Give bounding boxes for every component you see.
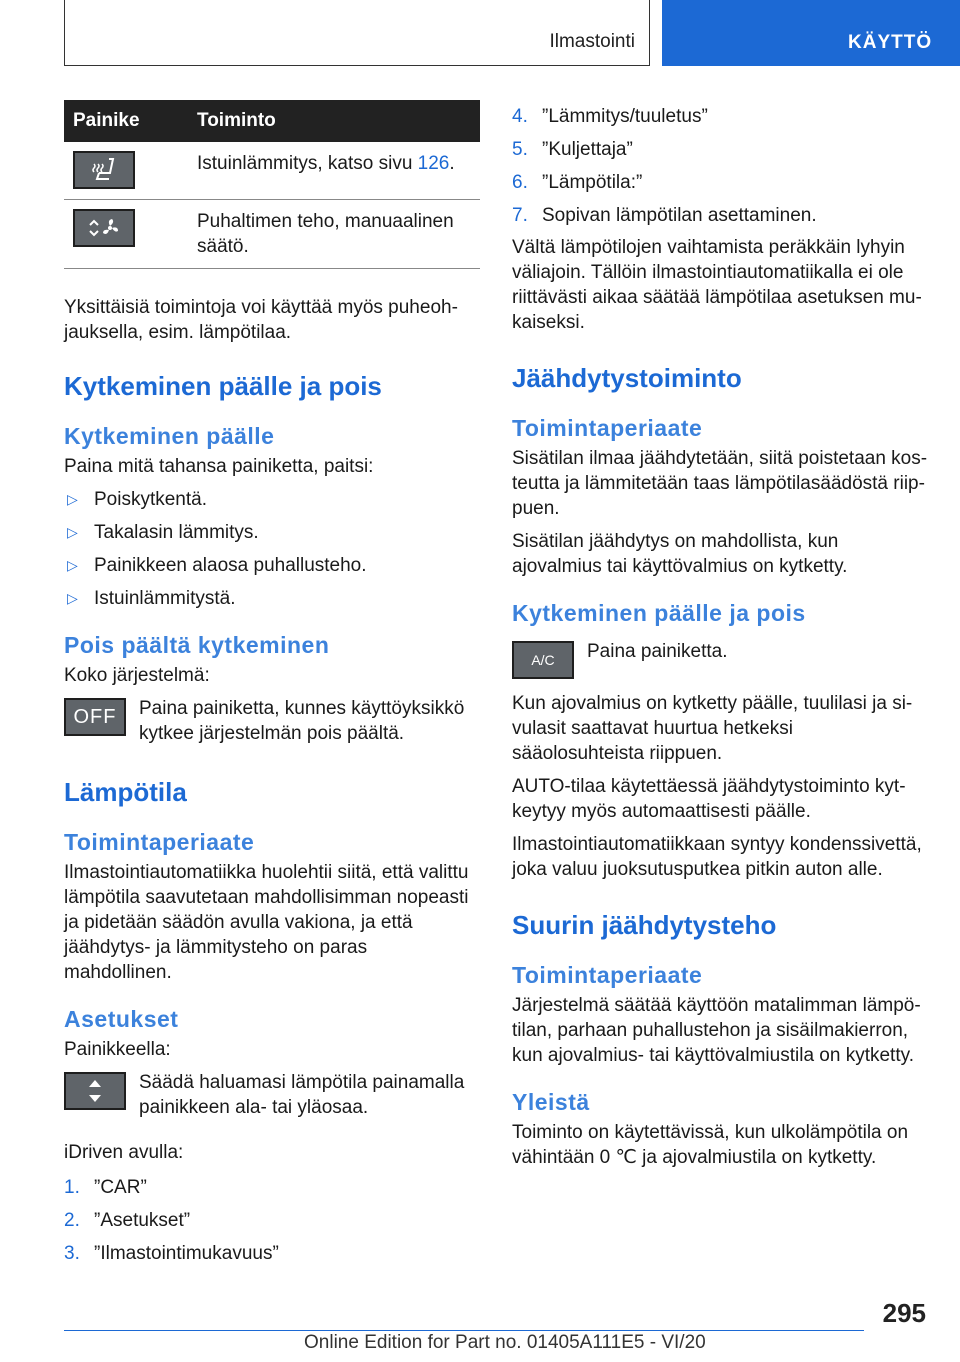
list-item	[512, 203, 930, 228]
list-item	[64, 487, 480, 512]
seat-heating-button	[73, 151, 135, 189]
ac-paragraph-2: AUTO-tilaa käytettäessä jäähdytystoiminto kytkeytyy myös automaattisesti päälle.	[512, 776, 906, 822]
list-item	[512, 170, 930, 195]
list-item-text: Istuinlämmitystä.	[94, 588, 236, 609]
heading-switch-on: Kytkeminen päälle	[64, 423, 275, 449]
temperature-button	[64, 1072, 126, 1110]
settings-paragraph: Painikkeella:	[64, 1039, 171, 1060]
page-link-126[interactable]: 126	[417, 153, 450, 174]
header-section-box	[64, 0, 650, 66]
temperature-paragraph: Ilmastointiautomatiikka huolehtii siitä, että valittu lämpötila saavutetaan mahdollisimman nopeasti ja pidetään säädön avulla vakiona, ja että jäähdytys- ja lämmitysteho on paras mahdollinen.	[64, 862, 469, 983]
step-number: 6.	[512, 172, 528, 193]
fan-speed-button	[73, 209, 135, 247]
switch-on-exceptions-list	[64, 487, 480, 611]
table-header-button: Painike	[64, 100, 188, 142]
header-chapter-tab	[662, 0, 960, 66]
heading-general: Yleistä	[512, 1089, 590, 1115]
table-cell-button	[64, 142, 188, 200]
step-number: 5.	[512, 139, 528, 160]
triangle-bullet-icon: ▷	[67, 491, 78, 507]
step-text: ”CAR”	[94, 1177, 147, 1198]
heading-cooling: Jäähdytystoiminto	[512, 363, 742, 393]
step-text: ”Asetukset”	[94, 1210, 191, 1231]
heading-switch-on-off: Kytkeminen päälle ja pois	[64, 371, 382, 401]
list-item	[64, 1241, 480, 1266]
left-column	[64, 100, 480, 1266]
list-item-text: Poiskytkentä.	[94, 489, 207, 510]
heading-principle: Toimintaperiaate	[512, 415, 703, 441]
seat-heating-text: Istuinlämmitys, katso sivu	[197, 153, 418, 174]
step-number: 7.	[512, 205, 528, 226]
cooling-paragraph-1: Sisätilan ilmaa jäähdytetään, siitä poistetaan kosteutta ja lämmitetään taas lämpötilasäädöstä riippuen.	[512, 448, 928, 519]
switch-on-paragraph: Paina mitä tahansa painiketta, paitsi:	[64, 456, 374, 477]
max-cooling-paragraph: Järjestelmä säätää käyttöön matalimman lämpötilan, parhaan puhallustehon ja sisäilmakierron, kun ajovalmius- tai käyttövalmiustila on kytketty.	[512, 995, 921, 1066]
button-function-table	[64, 100, 480, 269]
off-button-text: Paina painiketta, kunnes käyttöyksikkö kytkee järjestelmän pois päältä.	[139, 698, 465, 744]
fan-speed-icon	[87, 216, 121, 240]
table-row	[64, 200, 480, 269]
step-number: 1.	[64, 1177, 80, 1198]
list-item	[64, 1208, 480, 1233]
switch-off-paragraph: Koko järjestelmä:	[64, 665, 210, 686]
list-item	[64, 520, 480, 545]
step-text: Sopivan lämpötilan asettaminen.	[542, 205, 817, 226]
step-text: ”Kuljettaja”	[542, 139, 633, 160]
ac-button-text: Paina painiketta.	[587, 641, 728, 662]
step-number: 2.	[64, 1210, 80, 1231]
heading-switch-on-off: Kytkeminen päälle ja pois	[512, 600, 806, 626]
ac-paragraph-3: Ilmastointiautomatiikkaan syntyy kondenssivettä, joka valuu juoksutusputkea pitkin auton alle.	[512, 834, 922, 880]
ac-button: A/C	[512, 641, 574, 679]
triangle-bullet-icon: ▷	[67, 590, 78, 606]
up-down-arrows-icon	[87, 1077, 103, 1105]
avoid-changes-paragraph: Vältä lämpötilojen vaihtamista peräkkäin lyhyin väliajoin. Tällöin ilmastointiautomatiikalla ei ole riittävästi aikaa säätää lämpötilaa asetuksen mukaiseksi.	[512, 237, 922, 333]
list-item	[64, 586, 480, 611]
step-text: ”Lämmitys/tuuletus”	[542, 106, 708, 127]
idrive-paragraph: iDriven avulla:	[64, 1142, 184, 1163]
header-section-title: Ilmastointi	[549, 31, 635, 52]
list-item-text: Takalasin lämmitys.	[94, 522, 259, 543]
footer-divider	[64, 1330, 864, 1331]
cooling-paragraph-2: Sisätilan jäähdytys on mahdollista, kun ajovalmius tai käyttövalmius on kytketty.	[512, 531, 848, 577]
step-number: 3.	[64, 1243, 80, 1264]
off-button: OFF	[64, 698, 126, 736]
triangle-bullet-icon: ▷	[67, 524, 78, 540]
footer-edition-text: Online Edition for Part no. 01405A111E5 - VI/20	[304, 1332, 706, 1353]
list-item	[64, 1175, 480, 1200]
seat-heating-suffix: .	[449, 153, 455, 174]
table-row	[64, 142, 480, 200]
right-column	[512, 104, 930, 1170]
off-button-row	[64, 696, 480, 746]
intro-paragraph: Yksittäisiä toimintoja voi käyttää myös puheohjauksella, esim. lämpötilaa.	[64, 297, 458, 343]
table-header-row	[64, 100, 480, 142]
ac-paragraph-1: Kun ajovalmius on kytketty päälle, tuulilasi ja sivulasit saattavat huurtua hetkeksi sääolosuhteista riippuen.	[512, 693, 913, 764]
list-item	[64, 553, 480, 578]
ac-button-row	[512, 639, 930, 679]
idrive-steps-continued-list	[512, 104, 930, 228]
seat-heating-icon	[89, 157, 119, 183]
step-number: 4.	[512, 106, 528, 127]
table-cell-function	[188, 142, 480, 200]
heading-temperature: Lämpötila	[64, 777, 187, 807]
temperature-button-row	[64, 1070, 480, 1120]
list-item	[512, 137, 930, 162]
heading-principle: Toimintaperiaate	[512, 962, 703, 988]
step-text: ”Lämpötila:”	[542, 172, 643, 193]
idrive-steps-list	[64, 1175, 480, 1266]
table-cell-button	[64, 200, 188, 269]
heading-settings: Asetukset	[64, 1006, 179, 1032]
heading-max-cooling: Suurin jäähdytysteho	[512, 910, 777, 940]
table-cell-function: Puhaltimen teho, manuaalinen säätö.	[188, 200, 480, 269]
general-paragraph: Toiminto on käytettävissä, kun ulkolämpötila on vähintään 0 ℃ ja ajovalmiustila on kytketty.	[512, 1122, 909, 1168]
list-item	[512, 104, 930, 129]
header-chapter-title: KÄYTTÖ	[848, 32, 933, 53]
triangle-bullet-icon: ▷	[67, 557, 78, 573]
heading-switch-off: Pois päältä kytkeminen	[64, 632, 330, 658]
page-number: 295	[882, 1298, 926, 1328]
step-text: ”Ilmastointimukavuus”	[94, 1243, 279, 1264]
table-header-function: Toiminto	[188, 100, 480, 142]
temperature-button-text: Säädä haluamasi lämpötila painamalla painikkeen ala- tai yläosaa.	[139, 1072, 465, 1118]
heading-principle: Toimintaperiaate	[64, 829, 255, 855]
list-item-text: Painikkeen alaosa puhallusteho.	[94, 555, 367, 576]
